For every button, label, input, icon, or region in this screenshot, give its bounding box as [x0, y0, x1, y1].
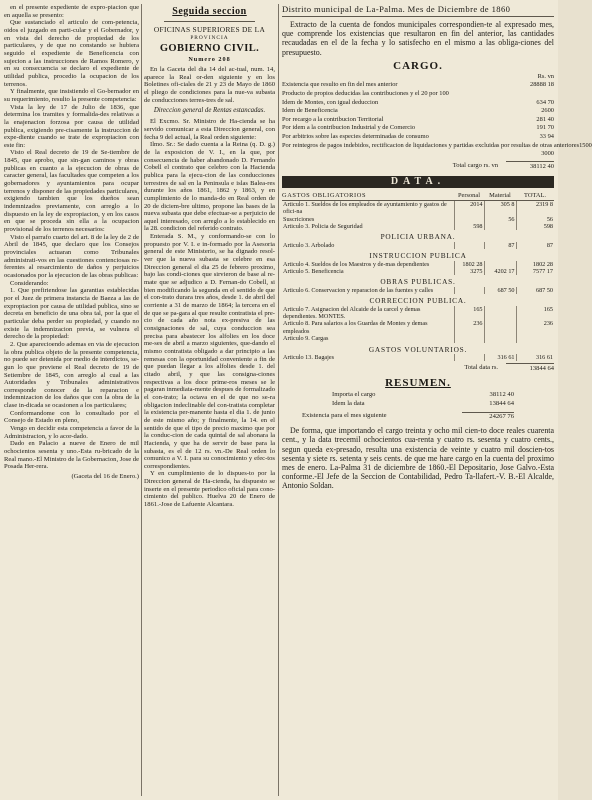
cargo-value: 3000 — [541, 150, 554, 158]
resumen-existence: Existencia para el mes siguiente 24267 76 — [302, 411, 514, 420]
total-amount: 87 — [516, 242, 554, 249]
section-heading: CORRECCION PUBLICA. — [369, 296, 467, 306]
cargo-row — [282, 133, 554, 142]
total-amount: 56 — [516, 216, 554, 223]
cargo-row — [282, 81, 554, 90]
table-row — [282, 223, 554, 230]
table-section-row — [282, 230, 554, 241]
expense-label: Articulo 4. Sueldos de los Maestros y de-mas dependientes — [283, 260, 430, 268]
cargo-label: Idem de Beneficencia — [282, 107, 338, 115]
cargo-total: Total cargo rs. vn 38112 40 — [452, 161, 554, 170]
expense-label: Articulo 1. Sueldos de los empleados de ayuntamiento y gastos de ofici-na — [283, 200, 447, 216]
material-amount: 305 8 — [484, 200, 516, 215]
decree-text — [4, 4, 139, 471]
personal-amount — [454, 354, 484, 361]
cargo-label: Idem de Montes, con igual deduccion — [282, 98, 379, 106]
gov-title: GOBIERNO CIVIL. — [159, 43, 260, 54]
notice-intro: En la Gaceta del dia 14 del ac-tual, num. 14, aparece la Real or-den siguiente y en los Boletines ofi-ciales de 21 y 23 de Mayo de 1860 el pliego de condiciones para la nue-va subasta de conducciones terres-tres de sal. — [144, 66, 275, 104]
decree-paragraph: Visto el parrafo cuarto del art. 8 de la ley de 2 de Abril de 1845, que declaro que los Consejos provinciales actuaran como Tribunales administrati-vos en las cuestiones contenciosas re-ferentes al resarcimiento de daños y perjuicios ocasionados por la ejecucion de las obras publicas: — [4, 233, 139, 279]
cargo-label: Por arbitrios sobre las especies determinadas de consumo — [282, 132, 429, 140]
decree-paragraph: Visto el Real decreto de 19 de Se-tiembre de 1845, que aprobo, que sin-gan caminos y obras publicas en cuanto a la ejecucion de obras de caracter general, las facultades que competen a los gobernadores y ayuntamientos para ocupar terrenos y disponer de las propiedades particulares, exigiendo tambien que los dueños sean indemnizados previamente, con arreglo a lo dispuesto en la ley de expropiacion, y en los casos en que se proceda sin ella a la ocupacion provisional de los terrenos necesarios: — [4, 149, 139, 234]
material-amount — [484, 335, 516, 342]
material-amount: 56 — [484, 216, 516, 223]
district-header: Distrito municipal de La-Palma. Mes de Diciembre de 1860 — [282, 4, 554, 17]
decree-paragraph: Considerando: — [10, 279, 49, 287]
notice-number: Numero 208 — [188, 56, 231, 63]
cargo-list — [282, 81, 592, 158]
decree-paragraph: Que sustanciado el articulo de com-petencia, oidos el juzgado en parti-cular y el Gobernador, y en vista del derecho de propiedad de los particulares, y de que no constando se hubiera seguido el expediente de Beneficencia con sujecion a las instrucciones de Ramos Romero, y en su consecuencia se declaro el expediente de utilidad publica, procedio la ocupacion de los terrenos. — [4, 19, 139, 88]
cargo-label: Por recargo a la contribucion Territorial — [282, 115, 384, 123]
cargo-row — [282, 124, 554, 133]
personal-amount — [454, 287, 484, 294]
cargo-value: 634 70 — [536, 98, 554, 106]
expense-label: Articulo 3. Policia de Seguridad — [283, 222, 363, 230]
cargo-row — [282, 99, 554, 108]
table-section-row — [282, 249, 554, 260]
material-amount — [484, 223, 516, 230]
personal-amount — [454, 335, 484, 342]
expense-label: Articulo 5. Beneficencia — [283, 268, 344, 275]
order-paragraph: El Excmo. Sr. Ministro de Ha-cienda se ha servido comunicar a esta Direccion general, con fecha 9 del actual, la Real orden siguiente: — [144, 118, 275, 141]
gazette-citation: (Gaceta del 16 de Enero.) — [71, 473, 139, 481]
order-paragraph: Enterada S. M., y conformando-se con lo propuesto por V. I. e in-formado por la Asesoria general de este Ministerio, se ha dignado resol-ver que la nueva subasta se celebre en esa Direccion general el dia 25 de febrero proximo, bajo las condi-ciones que sirvieron de base al re-mate que se adjudico a D. Fernan-do Cobell, si bien modificando la segunda en el sentido de que el con-trato durara tres años, desde 1. de abril del corriente a 31 de marzo de 1864; la tercera en el de que se pa-gara al que resulte contratista el pre-cio de cada año nota ex-presiva de las consignaciones de sal, cuya conduccion sea precisa para abastecer los alfolies en los doce me-ses de abril a marzo siguientes, que-dando el mismo contratista obligado a dar principio a las remesas con la oportunidad conveniente a fin de que puedan llegar a los alfolies desde 1. del citado abril, y que las consigna-ciones respectivas a los doce prime-ros meses se le pagaran inmediata-mente despues de formalizado el con-trato; la octava en el de que no se-ra obligacion indeclinable del con-tratista completar la existencia per-manente hasta el dia 1. de junio de este mismo año; y finalmente, la 14. en el sentido de que el tipo de precio maximo que por la conduc-cion de cada quintal de sal abonara la Hacienda, y que ha de servir de base para la subasta, es el de 12 rs. vn.-De Real orden lo comunico a V. I. para su conocimiento y efec-tos correspondientes. — [144, 233, 275, 470]
resumen-title: RESUMEN. — [385, 377, 451, 390]
table-row — [282, 242, 554, 249]
cargo-label: Existencia que resulto en fin del mes anterior — [282, 81, 398, 89]
decree-paragraph: en el presente expediente de expro-piacion que en aquella se presento: — [4, 4, 139, 19]
cargo-value — [506, 90, 554, 99]
table-row — [282, 216, 554, 223]
cargo-label: Producto de propios deducidas las contribuciones y el 20 por 100 — [282, 90, 449, 97]
personal-amount — [454, 216, 484, 223]
cargo-row — [282, 141, 592, 151]
closing-statement: De forma, que importando el cargo treinta y ocho mil cien-to doce reales cuarenta cent., y la data trecemil ochocientos cua-renta y cuatro rs. sesenta y cuatro cents., segun queda ex-presado, resulta una existencia de veinte y cuatro mil doscien-tos sesenta y siete rs. setenta y seis cents. de que me hare cargo en la cuenta del proximo mes de enero. La-Palma 31 de diciembre de 1860.-El Depositario, Jose Galvo.-Esta conforme.-El Jefe de la Seccion de Contabilidad, Pedro Ta-llafert.-V. B.-El Alcalde, Antonio Soldan. — [282, 426, 554, 491]
order-paragraph: Y en cumplimiento de lo dispues-to por la Direccion general de Ha-cienda, ha dispuesto se inserte en el presente periodico oficial para cono-cimiento del publico. Huelva 20 de Enero de 1861.-Jose de Lafuente Alcantara. — [144, 470, 275, 509]
cargo-label: Por reintegros de pagos indebidos, rectificacion de liquidaciones y partidas excluidas por resultas de otras anteriores — [282, 141, 580, 149]
material-amount: 87 — [484, 242, 516, 249]
order-paragraph: Ilmo. Sr.: Se dado cuenta a la Reina (q. D. g.) de la exposicion de V. I., en la que, por consecuencia de haber abandonado D. Fernando Cobell el contrato que celebro con la Hacienda publica para la ejecu-cion de las conducciones terrestres de sal en la Peninsula e islas Balea-res durante los años 1861, 1862 y 1863, y en cumplimiento de lo manda-do en Real orden de 20 de diciem-bre ultimo, propone las bases de la nueva subasta que debe efectuar-se a perjuicio de aquel interesado, con arreglo a lo establecido en la 28. condicion del referido contrato. — [144, 141, 275, 233]
resumen-row — [282, 391, 554, 400]
column-rule — [141, 4, 142, 796]
personal-amount: 165 — [454, 306, 484, 321]
personal-amount — [454, 242, 484, 249]
total-amount: 316 61 — [516, 354, 554, 361]
total-amount — [516, 335, 554, 342]
expense-label: Articulo 3. Arbolado — [283, 241, 335, 249]
section-heading: POLICIA URBANA. — [380, 232, 456, 242]
table-row — [282, 354, 554, 361]
accounts-intro: Extracto de la cuenta de fondos municipales correspondien-te al expresado mes, que comprende los existencias que resultaron en fin del anterior, las cantidades recaudadas en el de la fecha y lo satisfecho en el mismo a las obliga-ciones del presupuesto. — [282, 20, 554, 57]
table-section-row — [282, 294, 554, 305]
table-row — [282, 268, 554, 275]
table-row — [282, 320, 554, 335]
expense-label: Articulo 6. Conservacion y reparacion de las fuentes y calles — [283, 286, 434, 294]
total-amount: 598 — [516, 223, 554, 230]
material-amount: 316 61 — [484, 354, 516, 361]
column-municipal-accounts — [282, 4, 592, 491]
table-row — [282, 200, 554, 215]
resumen-value: 13844 64 — [489, 400, 514, 408]
cargo-value: 281 40 — [536, 115, 554, 123]
personal-amount: 3275 — [454, 268, 484, 275]
table-section-row — [282, 343, 554, 354]
cargo-value: 28888 18 — [530, 81, 554, 89]
cargo-row — [282, 150, 554, 159]
personal-amount: 1802 28 — [454, 261, 484, 268]
office-title: OFICINAS SUPERIORES DE LA — [153, 25, 266, 34]
expense-label: Articulo 7. Asignacion del Alcaide de la carcel y demas dependientes. MONTES. — [283, 305, 421, 321]
resumen-label: Idem la data — [332, 400, 365, 408]
material-amount: 4202 17 — [484, 268, 516, 275]
table-section-row — [282, 275, 554, 286]
material-amount — [484, 261, 516, 268]
table-header-row: GASTOS OBLIGATORIOS Personal Material TOTAL. — [282, 191, 554, 201]
cargo-row — [282, 116, 554, 125]
expense-label: Articulo 9. Cargas — [283, 335, 329, 343]
total-amount: 165 — [516, 306, 554, 321]
cargo-row — [282, 90, 554, 99]
section-title: Seguida seccion — [172, 6, 247, 17]
column-royal-decree — [4, 4, 139, 481]
directorate-heading: Direccion general de Rentas estancadas. — [153, 107, 266, 115]
cargo-column-header: Rs. vn — [537, 72, 554, 80]
material-amount — [484, 306, 516, 321]
column-official-section — [144, 4, 275, 509]
resumen-list — [282, 391, 554, 408]
divider — [164, 21, 255, 22]
total-amount: 7577 17 — [516, 268, 554, 275]
cargo-value: 191 70 — [536, 124, 554, 132]
expense-label: Articulo 13. Bagajes — [283, 354, 335, 362]
decree-paragraph: Dado en Palacio a nueve de Enero de mil ochocientos sesenta y uno.-Esta ru-bricado de la Real mano.-El Ministro de la Gobernacion, Jose de Posada Her-rera. — [4, 440, 139, 471]
decree-paragraph: Conformandome con lo consultado por el Consejo de Estado en pleno, — [4, 409, 139, 425]
personal-amount: 236 — [454, 320, 484, 335]
total-amount: 1802 28 — [516, 261, 554, 268]
cargo-title: CARGO. — [393, 59, 443, 72]
expenses-table — [282, 191, 554, 362]
decree-paragraph: 1. Que prefiriendose las garantias establecidas por el Juez de primera instancia de Baeza a las de expropiacion por causa de utilidad publica, sino se decreta en beneficio de una obra tal, por la que el particular deba perder su propiedad, y cuando no existe la indemnizacion previa, se vulnera el derecho de la propiedad: — [4, 287, 139, 341]
resumen-label: Importa el cargo — [332, 391, 376, 399]
decree-paragraph: Vengo en decidir esta competencia a favor de la Administracion, y lo acor-dado. — [4, 425, 139, 440]
cargo-label: Por idem a la contribucion Industrial y de Comercio — [282, 124, 416, 132]
cargo-row — [282, 107, 554, 116]
column-rule — [278, 4, 279, 796]
decree-paragraph: Y finalmente, que insistiendo el Go-bernador en su requerimiento, resulto la presente competencia: — [4, 88, 139, 103]
royal-order-text — [144, 118, 275, 508]
data-total: Total data rs. 13844 64 — [464, 364, 554, 373]
table-row — [282, 335, 554, 342]
cargo-value: 2600 — [541, 107, 554, 115]
data-banner: DATA. — [282, 176, 554, 188]
cargo-value: 33 94 — [539, 132, 554, 140]
expense-label: Articulo 8. Para salarios a los Guardas de Montes y demas empleados — [283, 320, 428, 335]
table-row — [282, 306, 554, 321]
personal-amount: 2014 — [454, 200, 484, 215]
material-amount: 687 50 — [484, 287, 516, 294]
decree-paragraph: 2. Que aparecioendo ademas en via de ejecucion la obra publica objeto de la presente competencia, no puede ser detenida por medio de interdictos, se-gun lo que previene el Real decreto de 19 de Setiembre de 1845, con arreglo al cual a las Autoridades y Tribunales administrativos corresponde conocer de la reparacion e indemnizacion de los daños que con la obra de la clase in-dicada se ocasionen a los particulares; — [4, 340, 139, 410]
cargo-label — [282, 150, 506, 159]
table-row — [282, 261, 554, 268]
cargo-value: 1500 — [579, 141, 592, 149]
expense-label: Suscriciones — [283, 215, 315, 223]
total-amount: 2319 8 — [516, 200, 554, 215]
total-amount: 236 — [516, 320, 554, 335]
resumen-row — [282, 400, 554, 409]
total-amount: 687 50 — [516, 287, 554, 294]
office-subtitle: PROVINCIA — [190, 35, 229, 41]
material-amount — [484, 320, 516, 335]
personal-amount: 598 — [454, 223, 484, 230]
section-heading: OBRAS PUBLICAS. — [380, 277, 456, 287]
section-heading: GASTOS VOLUNTARIOS. — [368, 344, 468, 354]
decree-paragraph: Vista la ley de 17 de Julio de 1836, que determina los tramites y formalida-des relativas a la enajenacion forzosa por causa de utilidad publica, exigiendo pre-cisamente la instruccion de expe-diente cuando se trate de expropiacion con este fin: — [4, 103, 139, 149]
section-heading: INSTRUCCION PUBLICA — [369, 251, 467, 261]
resumen-value: 38112 40 — [489, 391, 514, 399]
table-row — [282, 287, 554, 294]
